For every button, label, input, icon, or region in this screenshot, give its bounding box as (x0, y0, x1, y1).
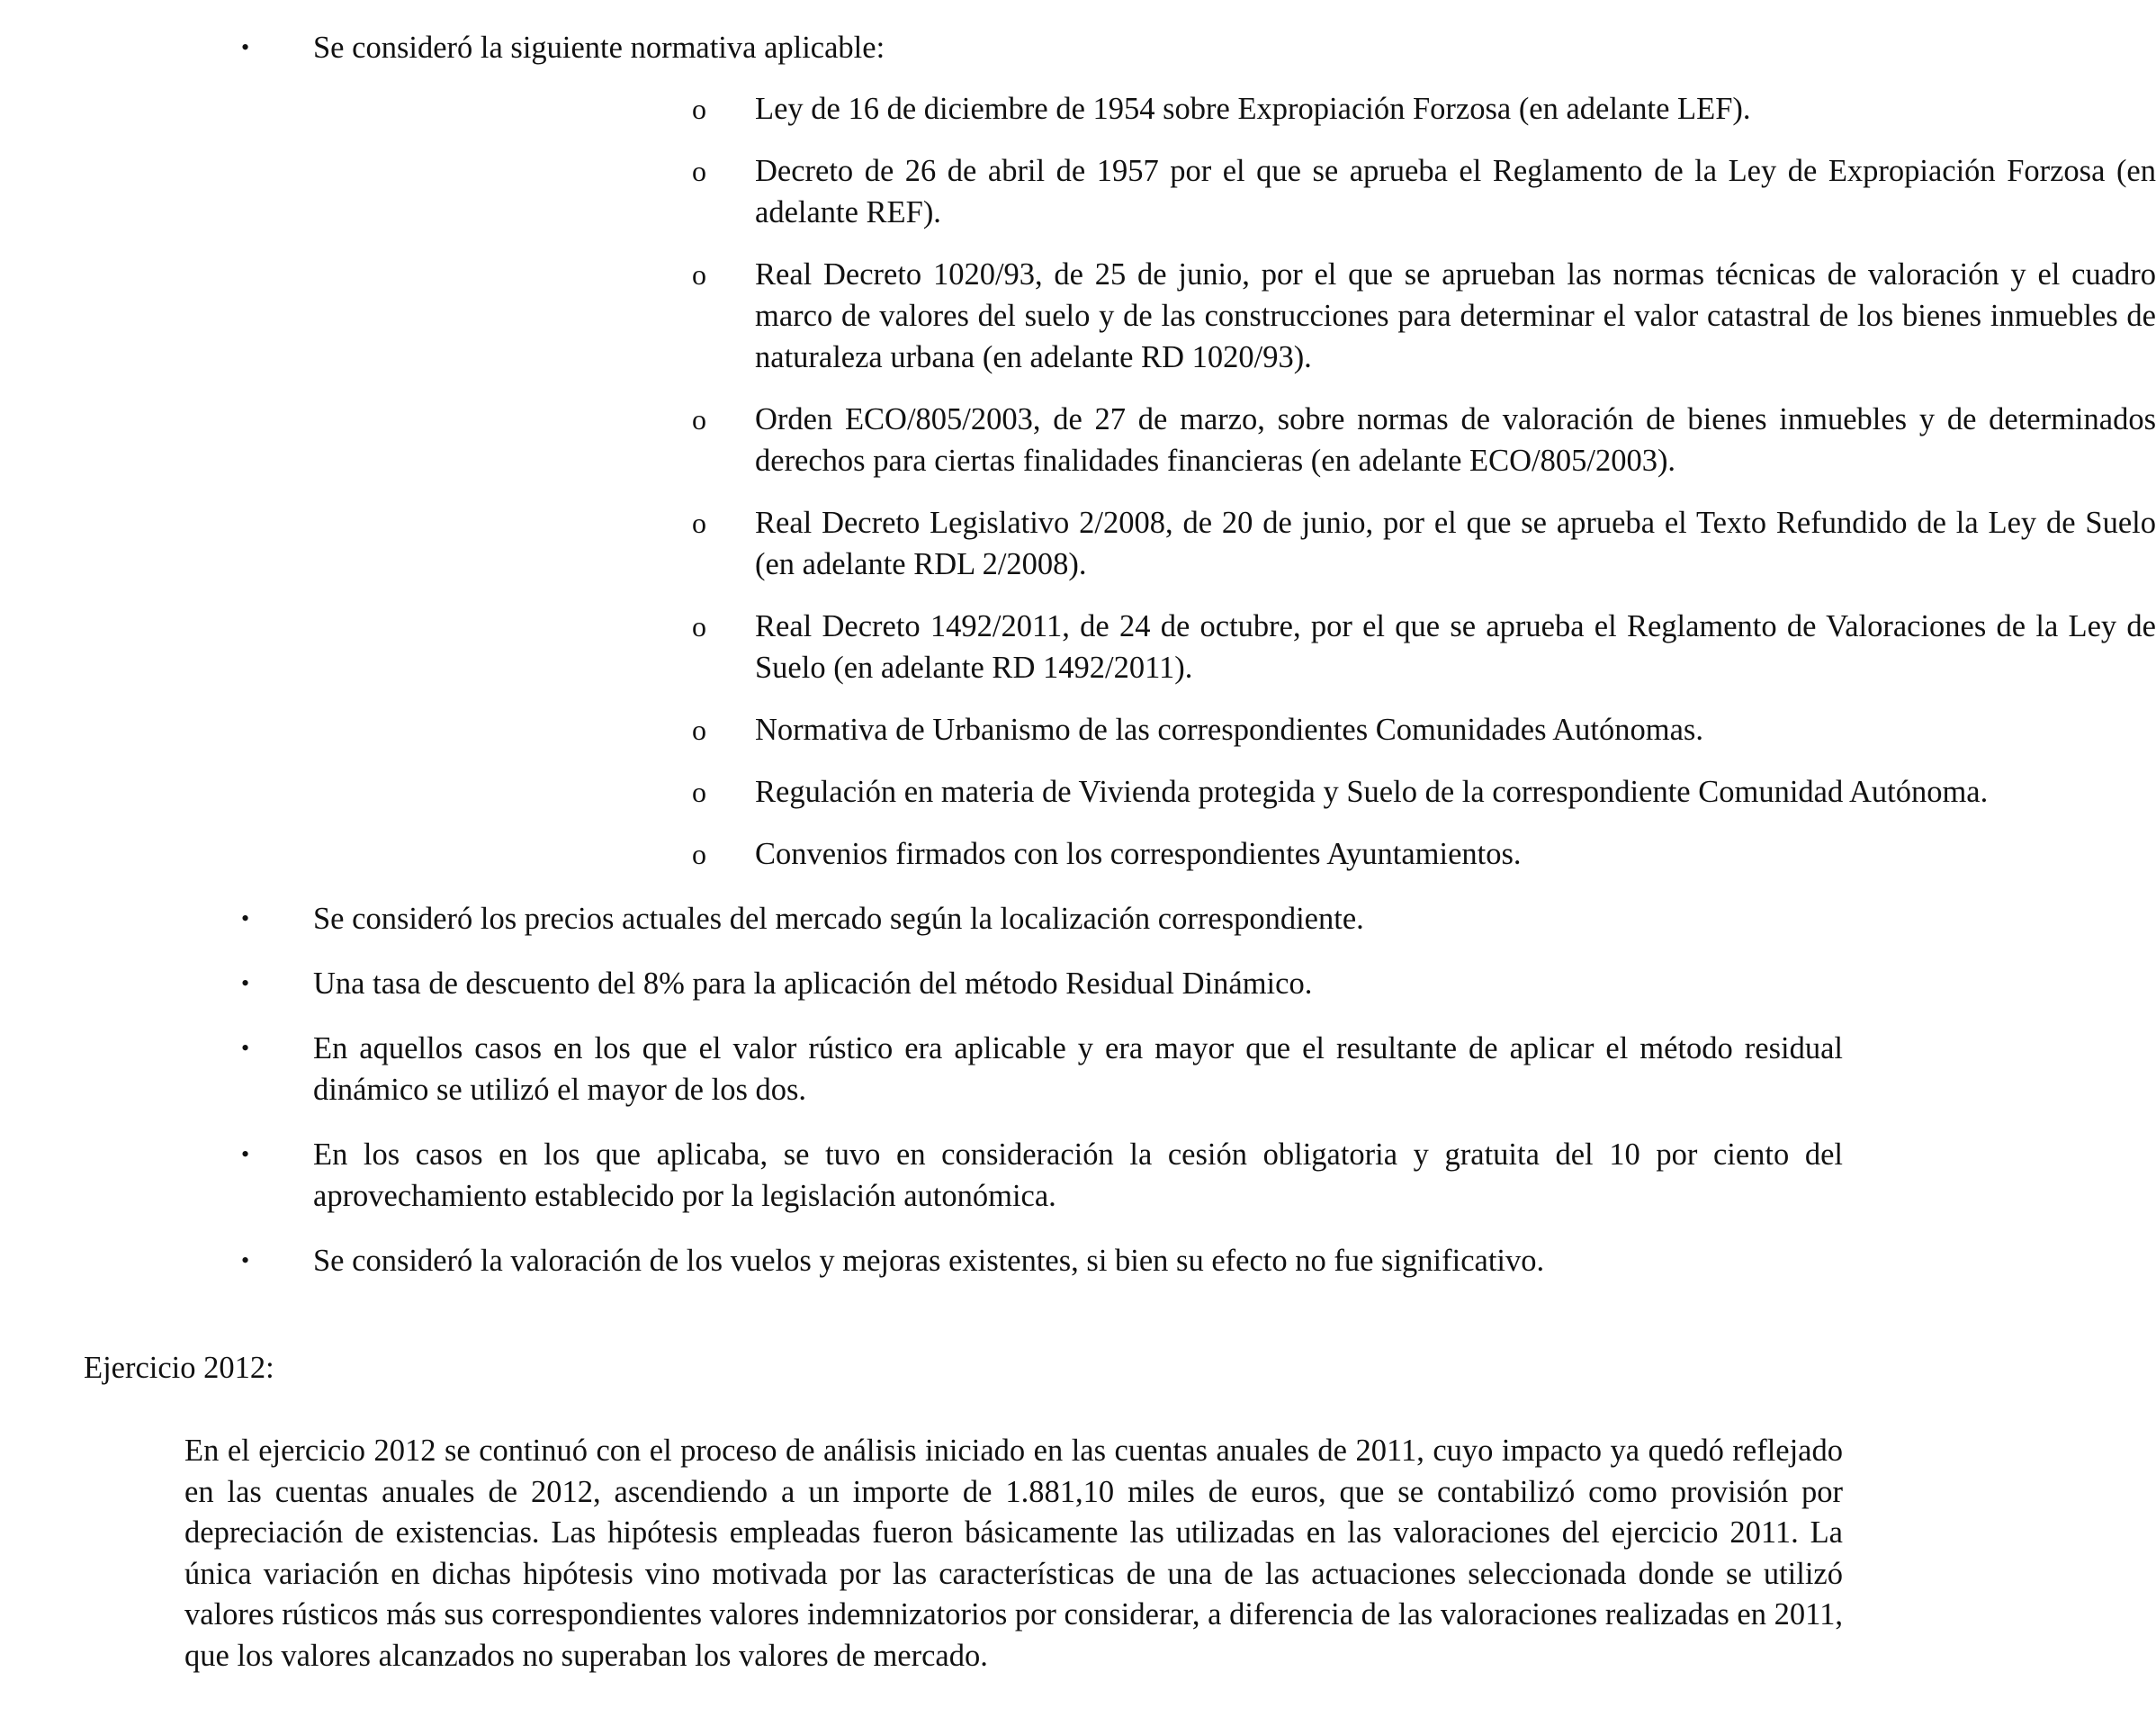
sub-bullet-marker: o (692, 507, 706, 539)
sub-bullet-marker: o (692, 258, 706, 291)
sub-bullet-marker: o (692, 403, 706, 436)
bullet-marker: • (241, 1247, 250, 1273)
sub-list-item-text: Regulación en materia de Vivienda protegida y Suelo de la correspondiente Comunidad Autónoma. (755, 775, 1989, 809)
bullet-marker: • (241, 1141, 250, 1167)
sub-list-item-text: Ley de 16 de diciembre de 1954 sobre Expropiación Forzosa (en adelante LEF). (755, 92, 1751, 126)
bullet-marker: • (241, 34, 250, 60)
list-item (241, 1134, 1843, 1217)
sub-list-item (692, 88, 2156, 130)
sub-list-item (692, 709, 2156, 751)
sub-bullet-marker: o (692, 776, 706, 808)
sub-list-item (692, 833, 2156, 875)
sub-bullet-marker: o (692, 838, 706, 870)
list-item-text: En aquellos casos en los que el valor rústico era aplicable y era mayor que el resultante de aplicar el método residual dinámico se utilizó el mayor de los dos. (313, 1031, 1843, 1107)
list-item (241, 898, 1843, 939)
sub-list-item-text: Orden ECO/805/2003, de 27 de marzo, sobre normas de valoración de bienes inmuebles y de determinados derechos para ciertas finalidades financieras (en adelante ECO/805/2003). (755, 402, 2156, 478)
sub-list-item-text: Real Decreto 1020/93, de 25 de junio, por el que se aprueban las normas técnicas de valoración y el cuadro marco de valores del suelo y de las construcciones para determinar el valor catastral de los bienes inmuebles de naturaleza urbana (en adelante RD 1020/93). (755, 257, 2156, 374)
section-heading: Ejercicio 2012: (84, 1351, 274, 1385)
sub-list-item-text: Decreto de 26 de abril de 1957 por el que se aprueba el Reglamento de la Ley de Expropiación Forzosa (en adelante REF). (755, 154, 2156, 229)
sub-list (313, 88, 2156, 875)
list-item-text: Una tasa de descuento del 8% para la aplicación del método Residual Dinámico. (313, 966, 1313, 1001)
section-paragraph: En el ejercicio 2012 se continuó con el proceso de análisis iniciado en las cuentas anuales de 2011, cuyo impacto ya quedó reflejado en las cuentas anuales de 2012, ascendiendo a un importe de 1.881,10 miles de euros, que se contabilizó como provisión por depreciación de existencias. Las hipótesis empleadas fueron básicamente las utilizadas en las valoraciones del ejercicio 2011. La única variación en dichas hipótesis vino motivada por las características de una de las actuaciones seleccionada donde se utilizó valores rústicos más sus correspondientes valores indemnizatorios por considerar, a diferencia de las valoraciones realizadas en 2011, que los valores alcanzados no superaban los valores de mercado. (184, 1434, 1843, 1673)
list-item (241, 1028, 1843, 1110)
sub-list-item-text: Real Decreto 1492/2011, de 24 de octubre, por el que se aprueba el Reglamento de Valoraciones de la Ley de Suelo (en adelante RD 1492/2011). (755, 609, 2156, 685)
sub-list-item (692, 606, 2156, 688)
sub-list-item-text: Convenios firmados con los correspondientes Ayuntamientos. (755, 837, 1522, 871)
sub-list-item-text: Real Decreto Legislativo 2/2008, de 20 de junio, por el que se aprueba el Texto Refundido de la Ley de Suelo (en adelante RDL 2/2008). (755, 506, 2156, 581)
sub-bullet-marker: o (692, 714, 706, 746)
bullet-marker: • (241, 970, 250, 996)
bullet-list (0, 27, 2156, 1305)
list-item (241, 1240, 1843, 1281)
bullet-marker: • (241, 1035, 250, 1061)
sub-list-item-text: Normativa de Urbanismo de las correspondientes Comunidades Autónomas. (755, 713, 1703, 747)
sub-list-item (692, 771, 2156, 813)
sub-list-item (692, 254, 2156, 378)
list-item-text: Se consideró la valoración de los vuelos y mejoras existentes, si bien su efecto no fue significativo. (313, 1244, 1545, 1278)
list-item-text: Se consideró los precios actuales del mercado según la localización correspondiente. (313, 902, 1364, 936)
list-item-text: Se consideró la siguiente normativa aplicable: (313, 31, 885, 65)
bullet-marker: • (241, 905, 250, 931)
list-item (241, 963, 1843, 1004)
list-item-text: En los casos en los que aplicaba, se tuvo en consideración la cesión obligatoria y gratuita del 10 por ciento del aprovechamiento establecido por la legislación autonómica. (313, 1137, 1843, 1213)
sub-bullet-marker: o (692, 610, 706, 643)
sub-bullet-marker: o (692, 93, 706, 125)
sub-bullet-marker: o (692, 155, 706, 187)
sub-list-item (692, 399, 2156, 481)
sub-list-item (692, 150, 2156, 233)
sub-list-item (692, 502, 2156, 585)
list-item (241, 27, 2156, 875)
